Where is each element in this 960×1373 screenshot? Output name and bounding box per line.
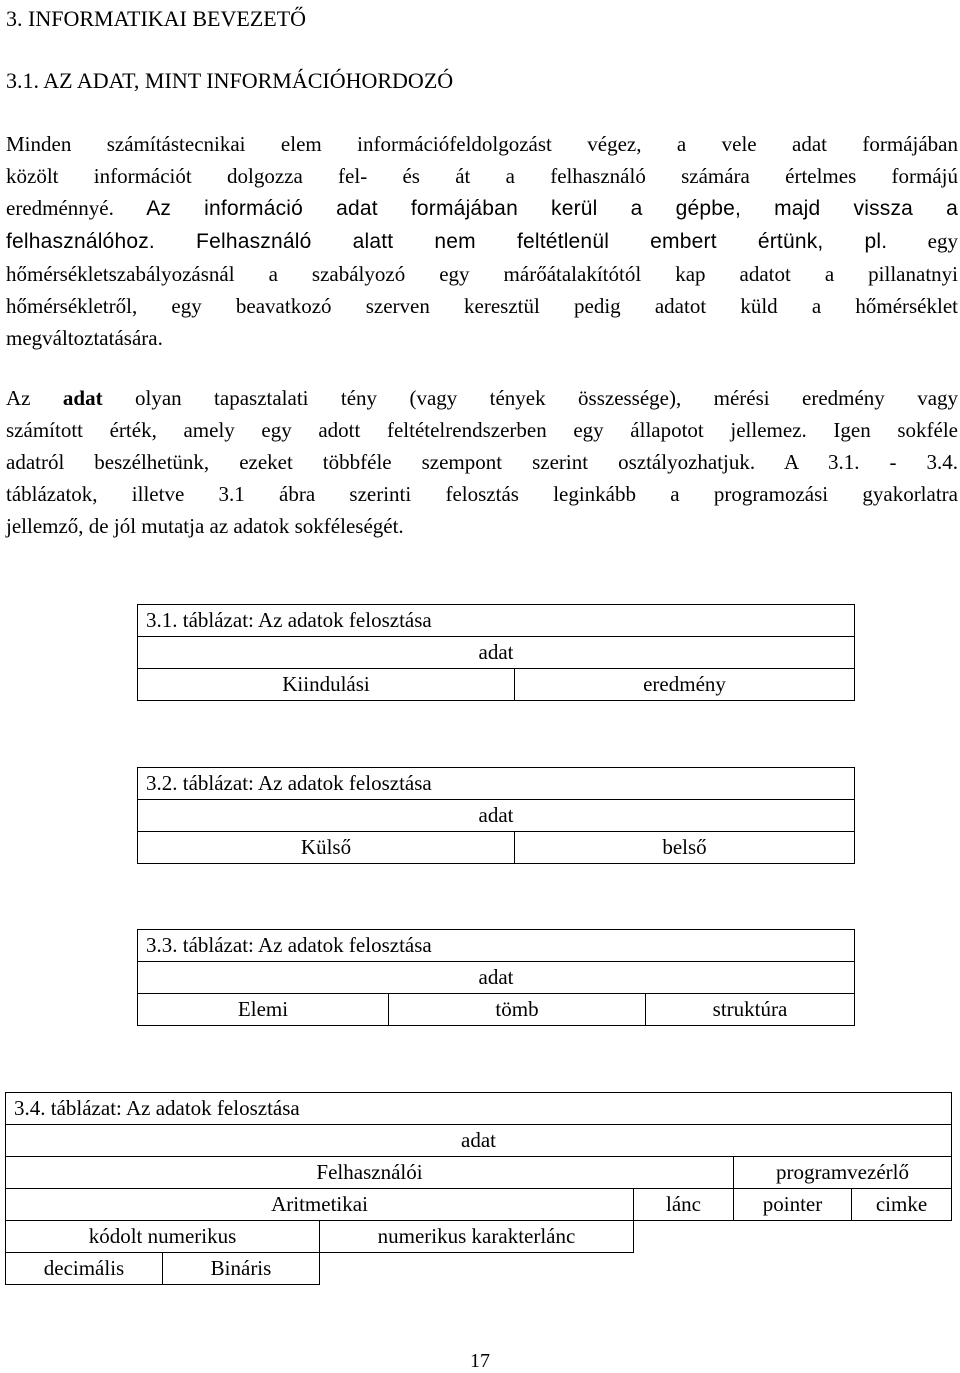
paragraph-line: táblázatok, illetve 3.1 ábra szerinti felosztás leginkább a programozási gyakorlatra: [6, 482, 958, 506]
table-cell: tömb: [389, 994, 646, 1026]
table-cell: programvezérlő: [734, 1157, 952, 1189]
table-3-1: [137, 604, 855, 701]
empty-cell: [320, 1253, 952, 1285]
paragraph-line: eredménnyé. Az információ adat formájában kerül a gépbe, majd vissza a: [6, 196, 959, 220]
chapter-heading: 3. INFORMATIKAI BEVEZETŐ: [6, 6, 307, 31]
table-3-3: [137, 929, 855, 1026]
table-cell: pointer: [734, 1189, 852, 1221]
paragraph-line: megváltoztatására.: [6, 326, 163, 350]
paragraph-line: Az adat olyan tapasztalati tény (vagy tények összessége), mérési eredmény vagy: [6, 386, 959, 410]
table-root-cell: adat: [138, 637, 855, 669]
table-cell: eredmény: [515, 669, 855, 701]
table-cell: Külső: [138, 832, 515, 864]
table-cell: Felhasználói: [6, 1157, 734, 1189]
paragraph-line: jellemző, de jól mutatja az adatok sokféleségét.: [6, 514, 404, 538]
empty-cell: [634, 1221, 952, 1253]
table-cell: Kiindulási: [138, 669, 515, 701]
bold-term: adat: [62, 386, 103, 410]
table-caption: 3.4. táblázat: Az adatok felosztása: [6, 1093, 952, 1125]
paragraph-line: adatról beszélhetünk, ezeket többféle szempont szerint osztályozhatjuk. A 3.1. - 3.4.: [6, 450, 958, 474]
table-caption: 3.1. táblázat: Az adatok felosztása: [138, 605, 855, 637]
table-cell: Elemi: [138, 994, 389, 1026]
section-heading: 3.1. AZ ADAT, MINT INFORMÁCIÓHORDOZÓ: [6, 68, 454, 93]
table-cell: Aritmetikai: [6, 1189, 634, 1221]
table-root-cell: adat: [6, 1125, 952, 1157]
paragraph-line: közölt információt dolgozza fel- és át a felhasználó számára értelmes formájú: [6, 164, 958, 188]
table-cell: lánc: [634, 1189, 734, 1221]
table-3-2: [137, 767, 855, 864]
table-cell: kódolt numerikus: [6, 1221, 320, 1253]
paragraph-line: hőmérsékletszabályozásnál a szabályozó egy márőátalakítótól kap adatot a pillanatnyi: [6, 262, 958, 286]
table-cell: belső: [515, 832, 855, 864]
paragraph-line: Minden számítástecnikai elem információfeldolgozást végez, a vele adat formájában: [6, 132, 958, 156]
table-caption: 3.3. táblázat: Az adatok felosztása: [138, 930, 855, 962]
table-3-4: [5, 1092, 952, 1285]
table-cell: struktúra: [646, 994, 855, 1026]
table-cell: Bináris: [163, 1253, 320, 1285]
paragraph-line: számított érték, amely egy adott feltételrendszerben egy állapotot jellemez. Igen sokféle: [6, 418, 958, 442]
paragraph-intro: [6, 128, 958, 354]
page-number: 17: [470, 1350, 490, 1372]
paragraph-line: felhasználóhoz. Felhasználó alatt nem feltétlenül embert értünk, pl. egy: [6, 229, 958, 253]
table-root-cell: adat: [138, 800, 855, 832]
paragraph-definition: [6, 382, 958, 542]
table-cell: cimke: [852, 1189, 952, 1221]
table-cell: numerikus karakterlánc: [320, 1221, 634, 1253]
table-root-cell: adat: [138, 962, 855, 994]
table-cell: decimális: [6, 1253, 163, 1285]
table-caption: 3.2. táblázat: Az adatok felosztása: [138, 768, 855, 800]
paragraph-line: hőmérsékletről, egy beavatkozó szerven keresztül pedig adatot küld a hőmérséklet: [6, 294, 958, 318]
